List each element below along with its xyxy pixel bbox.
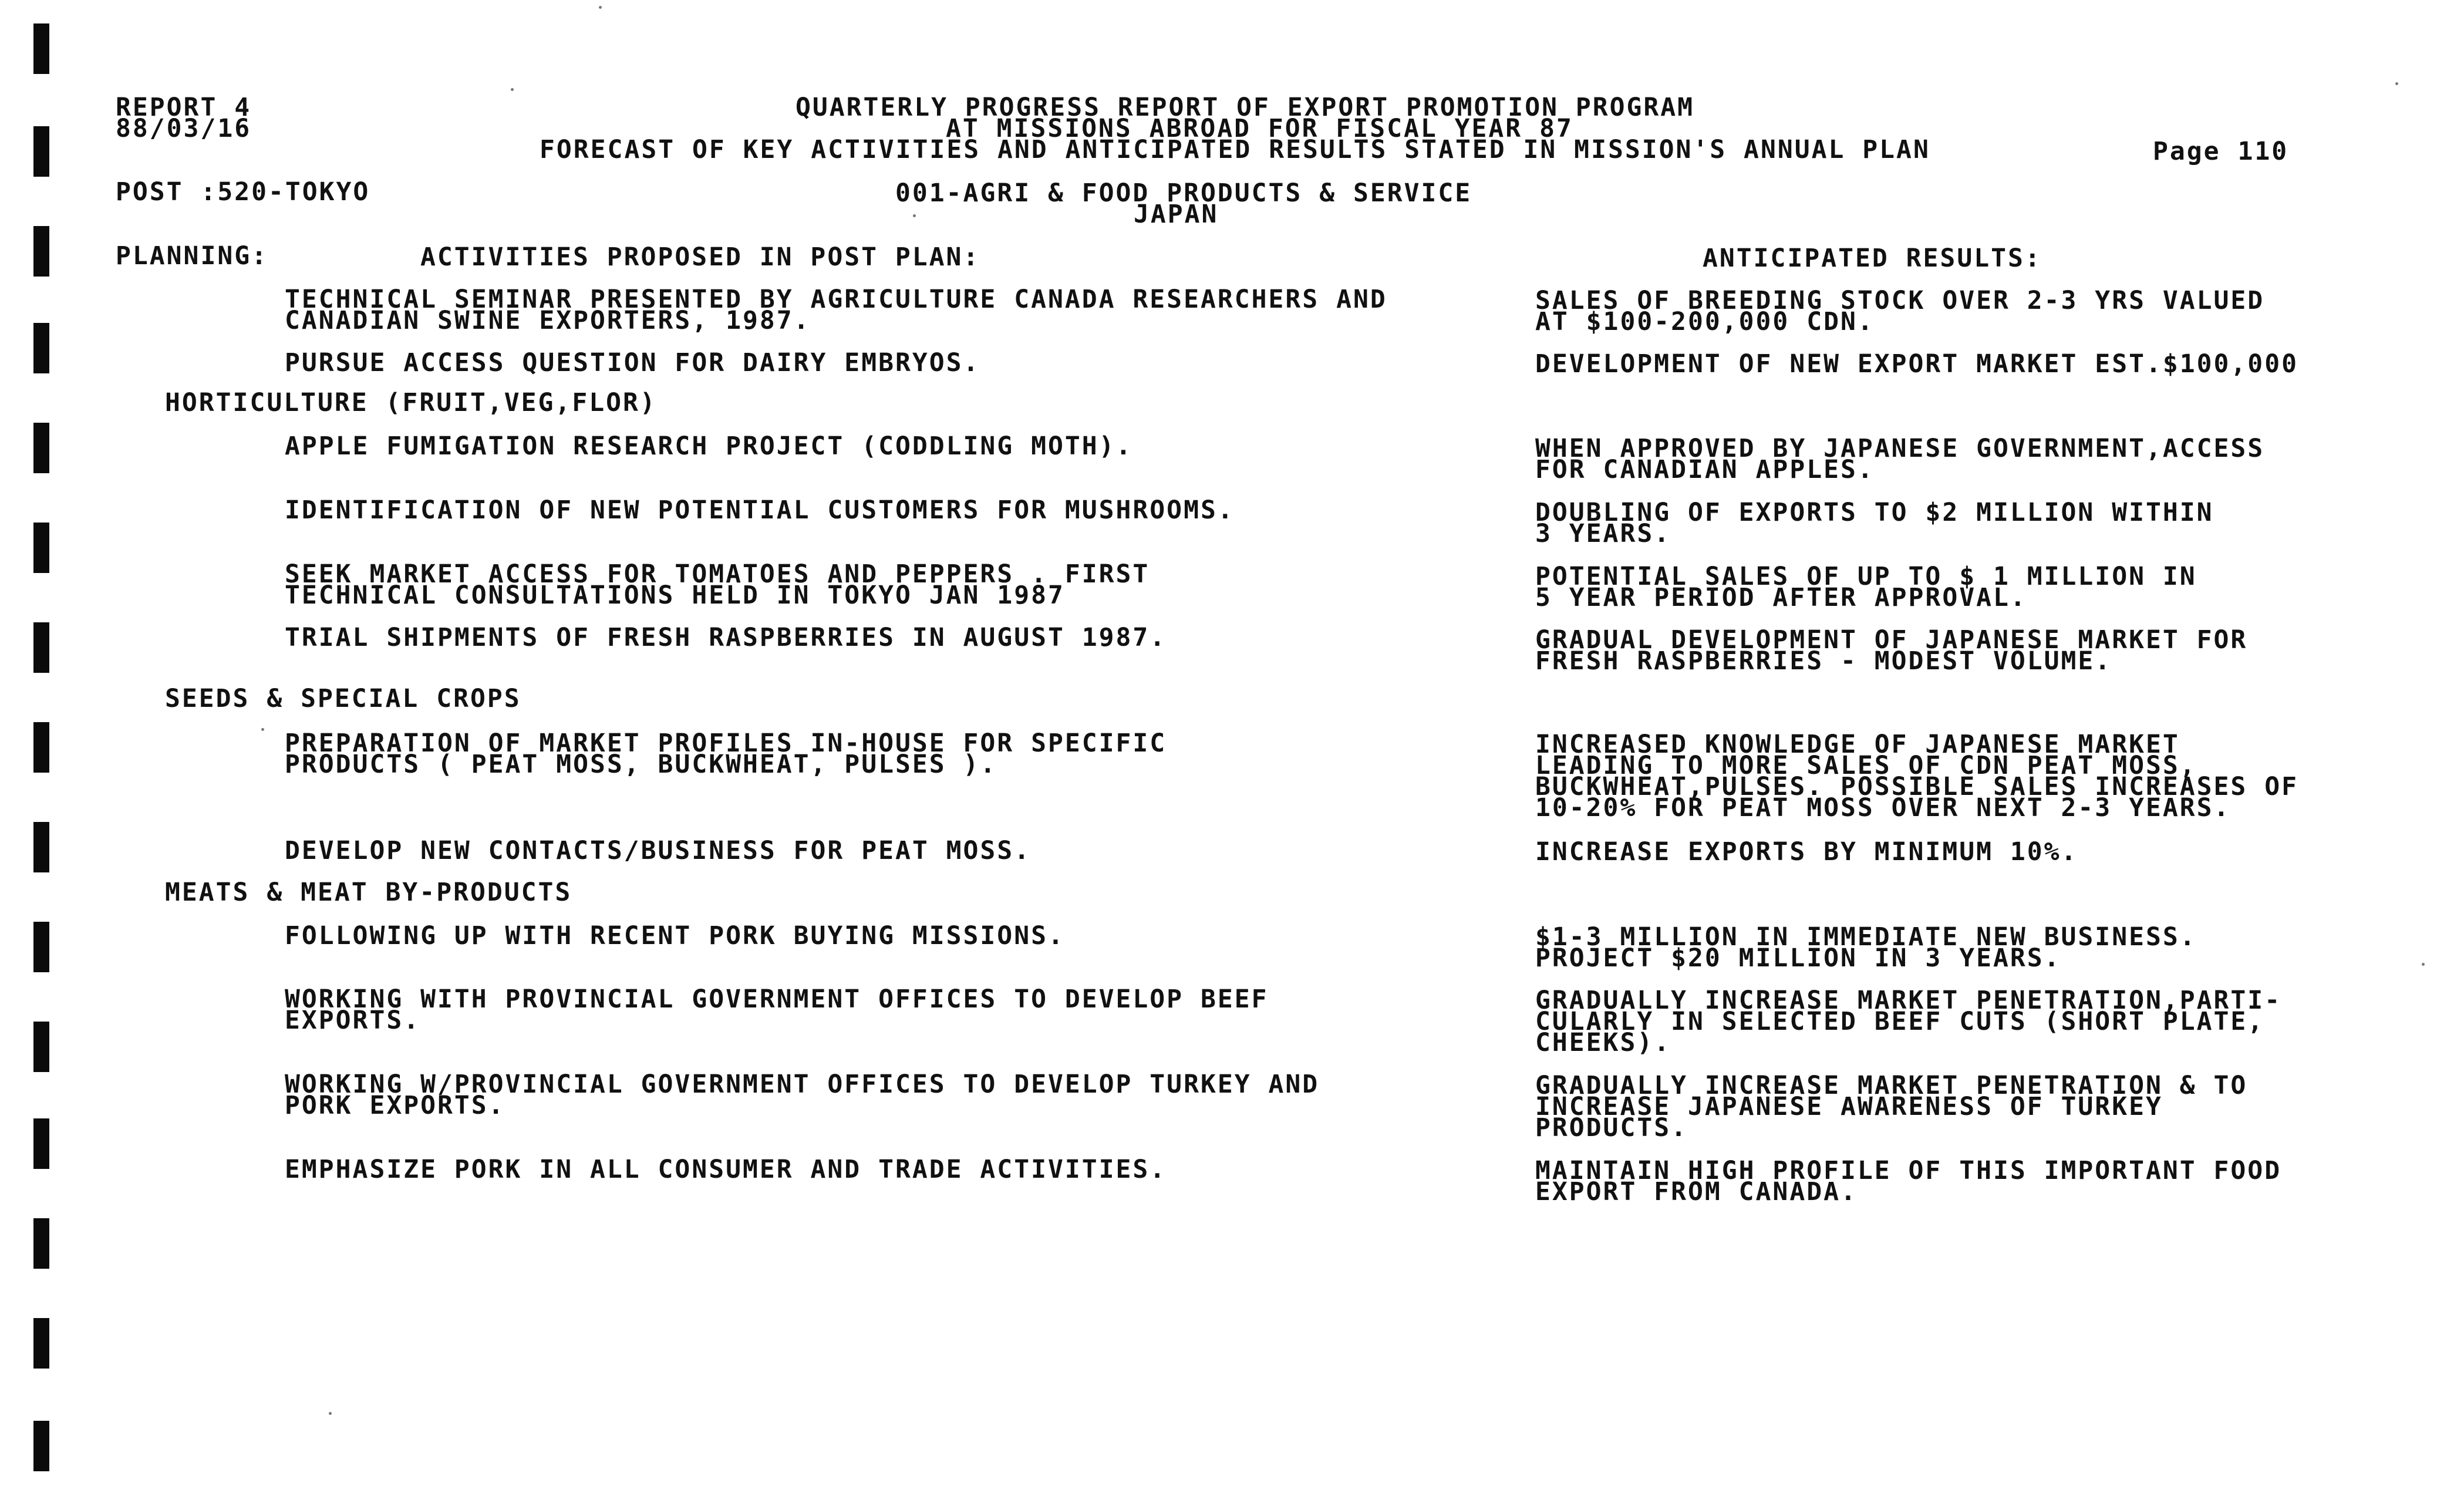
paper-speck — [599, 6, 602, 9]
results-heading: ANTICIPATED RESULTS: — [1703, 244, 2042, 273]
feed-hole — [33, 822, 49, 872]
result-item — [1535, 434, 2265, 484]
activity-line: EXPORTS. — [285, 1006, 421, 1035]
activity-item — [285, 729, 1167, 779]
feed-hole — [33, 1118, 49, 1169]
activity-item — [285, 560, 1150, 610]
result-line: INCREASED KNOWLEDGE OF JAPANESE MARKET — [1535, 730, 2180, 759]
result-line: $1-3 MILLION IN IMMEDIATE NEW BUSINESS. — [1535, 922, 2197, 952]
planning-heading: PLANNING: — [116, 241, 268, 271]
activity-item — [285, 623, 1167, 652]
title-line-2: AT MISSIONS ABROAD FOR FISCAL YEAR 87 — [946, 114, 1573, 143]
result-line: BUCKWHEAT,PULSES. POSSIBLE SALES INCREASES OF — [1535, 772, 2298, 801]
result-line: GRADUAL DEVELOPMENT OF JAPANESE MARKET FOR — [1535, 625, 2248, 655]
page-number: Page 110 — [2153, 137, 2289, 166]
activity-line: SEEK MARKET ACCESS FOR TOMATOES AND PEPPERS . FIRST — [285, 560, 1150, 589]
paper-speck — [913, 214, 916, 217]
activity-item — [285, 1070, 1320, 1120]
result-line: CULARLY IN SELECTED BEEF CUTS (SHORT PLATE, — [1535, 1007, 2265, 1036]
result-item — [1535, 498, 2214, 548]
activity-item — [285, 348, 980, 378]
feed-hole — [33, 722, 49, 773]
title-line-3: FORECAST OF KEY ACTIVITIES AND ANTICIPATED RESULTS STATED IN MISSION'S ANNUAL PLAN — [540, 135, 1930, 164]
feed-hole — [33, 922, 49, 972]
activity-line: EMPHASIZE PORK IN ALL CONSUMER AND TRADE ACTIVITIES. — [285, 1155, 1167, 1184]
result-item — [1535, 1071, 2248, 1143]
section-seeds: SEEDS & SPECIAL CROPS — [165, 684, 521, 713]
result-item — [1535, 922, 2197, 973]
country-title: JAPAN — [1134, 200, 1219, 229]
activity-line: APPLE FUMIGATION RESEARCH PROJECT (CODDLING MOTH). — [285, 432, 1133, 461]
result-line: INCREASE EXPORTS BY MINIMUM 10%. — [1535, 837, 2078, 867]
result-line: INCREASE JAPANESE AWARENESS OF TURKEY — [1535, 1092, 2163, 1121]
feed-hole — [33, 323, 49, 373]
result-line: SALES OF BREEDING STOCK OVER 2-3 YRS VALUED — [1535, 286, 2265, 315]
activity-line: WORKING W/PROVINCIAL GOVERNMENT OFFICES TO DEVELOP TURKEY AND — [285, 1070, 1320, 1099]
activity-line: FOLLOWING UP WITH RECENT PORK BUYING MISSIONS. — [285, 921, 1065, 951]
activity-item — [285, 921, 1065, 951]
result-line: DEVELOPMENT OF NEW EXPORT MARKET EST.$100,000 — [1535, 349, 2298, 379]
feed-hole — [33, 622, 49, 673]
activity-item — [285, 985, 1269, 1035]
result-line: FOR CANADIAN APPLES. — [1535, 455, 1875, 484]
result-line: AT $100-200,000 CDN. — [1535, 307, 1875, 336]
activity-item — [285, 432, 1133, 461]
paper-speck — [329, 1412, 332, 1415]
result-line: DOUBLING OF EXPORTS TO $2 MILLION WITHIN — [1535, 498, 2214, 527]
activity-line: PRODUCTS ( PEAT MOSS, BUCKWHEAT, PULSES ). — [285, 750, 997, 779]
activity-item — [285, 285, 1387, 335]
activities-heading: ACTIVITIES PROPOSED IN POST PLAN: — [420, 242, 980, 272]
result-item — [1535, 625, 2248, 676]
feed-hole — [33, 1218, 49, 1269]
activity-line: TRIAL SHIPMENTS OF FRESH RASPBERRIES IN AUGUST 1987. — [285, 623, 1167, 652]
activity-item — [285, 496, 1235, 525]
result-line: EXPORT FROM CANADA. — [1535, 1177, 1858, 1206]
result-line: 10-20% FOR PEAT MOSS OVER NEXT 2-3 YEARS. — [1535, 793, 2231, 823]
result-item — [1535, 986, 2282, 1057]
activity-line: DEVELOP NEW CONTACTS/BUSINESS FOR PEAT MOSS. — [285, 836, 1032, 865]
result-item — [1535, 349, 2298, 379]
paper-speck — [2395, 82, 2398, 85]
report-number: REPORT 4 — [116, 93, 252, 122]
paper-speck — [2422, 963, 2425, 966]
activity-line: PORK EXPORTS. — [285, 1091, 505, 1120]
feed-hole — [33, 1421, 49, 1471]
feed-hole — [33, 1318, 49, 1369]
result-line: GRADUALLY INCREASE MARKET PENETRATION & TO — [1535, 1071, 2248, 1100]
activity-line: TECHNICAL SEMINAR PRESENTED BY AGRICULTURE CANADA RESEARCHERS AND — [285, 285, 1387, 314]
paper-speck — [511, 88, 514, 91]
activity-line: TECHNICAL CONSULTATIONS HELD IN TOKYO JAN 1987 — [285, 581, 1065, 610]
result-item — [1535, 837, 2078, 867]
activity-item — [285, 1155, 1167, 1184]
result-line: 3 YEARS. — [1535, 519, 1671, 548]
activity-line: WORKING WITH PROVINCIAL GOVERNMENT OFFICES TO DEVELOP BEEF — [285, 985, 1269, 1014]
section-horticulture: HORTICULTURE (FRUIT,VEG,FLOR) — [165, 388, 657, 417]
result-line: POTENTIAL SALES OF UP TO $ 1 MILLION IN — [1535, 562, 2197, 591]
feed-hole — [33, 1022, 49, 1072]
title-line-1: QUARTERLY PROGRESS REPORT OF EXPORT PROMOTION PROGRAM — [796, 93, 1695, 122]
result-item — [1535, 730, 2298, 823]
result-line: PRODUCTS. — [1535, 1113, 1688, 1143]
paper-speck — [261, 728, 264, 731]
activity-item — [285, 836, 1032, 865]
feed-hole — [33, 126, 49, 177]
result-item — [1535, 286, 2265, 336]
activity-line: PREPARATION OF MARKET PROFILES IN-HOUSE FOR SPECIFIC — [285, 729, 1167, 758]
result-line: LEADING TO MORE SALES OF CDN PEAT MOSS, — [1535, 751, 2197, 780]
section-meats: MEATS & MEAT BY-PRODUCTS — [165, 878, 572, 907]
result-line: CHEEKS). — [1535, 1028, 1671, 1057]
activity-line: CANADIAN SWINE EXPORTERS, 1987. — [285, 306, 811, 335]
feed-hole — [33, 423, 49, 473]
result-line: MAINTAIN HIGH PROFILE OF THIS IMPORTANT FOOD — [1535, 1156, 2282, 1185]
activity-line: IDENTIFICATION OF NEW POTENTIAL CUSTOMERS FOR MUSHROOMS. — [285, 496, 1235, 525]
feed-hole — [33, 23, 49, 74]
result-line: PROJECT $20 MILLION IN 3 YEARS. — [1535, 943, 2061, 973]
result-item — [1535, 1156, 2282, 1206]
result-line: 5 YEAR PERIOD AFTER APPROVAL. — [1535, 583, 2027, 612]
post-label: POST :520-TOKYO — [116, 177, 370, 207]
result-line: WHEN APPROVED BY JAPANESE GOVERNMENT,ACCESS — [1535, 434, 2265, 463]
result-line: FRESH RASPBERRIES - MODEST VOLUME. — [1535, 646, 2112, 676]
sector-title: 001-AGRI & FOOD PRODUCTS & SERVICE — [895, 178, 1472, 208]
activity-line: PURSUE ACCESS QUESTION FOR DAIRY EMBRYOS. — [285, 348, 980, 378]
feed-hole — [33, 226, 49, 277]
result-line: GRADUALLY INCREASE MARKET PENETRATION,PARTI- — [1535, 986, 2282, 1015]
feed-hole — [33, 523, 49, 573]
report-date: 88/03/16 — [116, 114, 252, 143]
result-item — [1535, 562, 2197, 612]
